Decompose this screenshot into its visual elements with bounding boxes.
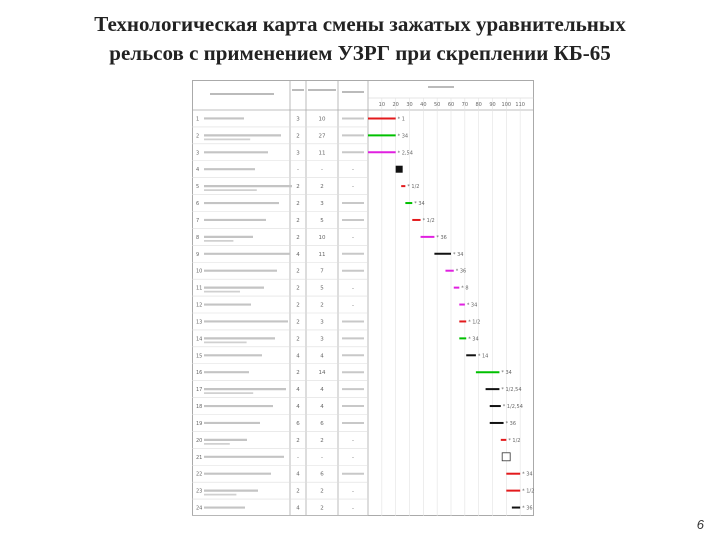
gantt-bar-label: * 1/2 <box>407 184 420 191</box>
gantt-bar-label: * 1/2,54 <box>502 404 523 411</box>
gantt-bar-label: * 34 <box>414 201 425 208</box>
workers-count: 4 <box>296 387 300 394</box>
gantt-bar-label: * 1/2,54 <box>501 387 522 394</box>
workers-count: 6 <box>296 420 300 427</box>
workers-count: 2 <box>296 217 300 224</box>
workers-count: 2 <box>296 437 300 444</box>
time-value: 10 <box>318 116 326 123</box>
tools-value: - <box>352 505 354 512</box>
workers-count: 4 <box>296 251 300 258</box>
workers-count: 2 <box>296 370 300 377</box>
operation-number: 13 <box>196 319 203 326</box>
workers-count: 2 <box>296 285 300 292</box>
time-value: 4 <box>320 404 324 411</box>
workers-count: 2 <box>296 201 300 208</box>
title-line-2: рельсов с применением УЗРГ при скреплении КБ-65 <box>109 41 611 65</box>
time-tick-label: 80 <box>475 102 482 108</box>
time-tick-label: 50 <box>433 102 441 108</box>
time-value: 7 <box>320 268 324 275</box>
operation-number: 11 <box>196 285 203 292</box>
operation-number: 21 <box>196 454 203 461</box>
operation-number: 5 <box>196 184 200 191</box>
time-tick-label: 40 <box>420 102 427 108</box>
time-value: 2 <box>320 184 324 191</box>
workers-count: 2 <box>296 184 300 191</box>
gantt-box-marker <box>396 166 403 173</box>
gantt-bar-label: * 36 <box>436 234 447 241</box>
workers-count: 3 <box>296 150 300 157</box>
gantt-box-marker <box>502 453 510 461</box>
gantt-bar-label: * 36 <box>522 505 533 512</box>
time-tick-label: 10 <box>378 102 386 108</box>
time-value: 27 <box>318 133 326 140</box>
gantt-bar-label: * 1/2 <box>522 488 534 495</box>
operation-number: 10 <box>196 268 203 275</box>
time-tick-label: 20 <box>392 102 399 108</box>
operation-number: 4 <box>196 167 200 174</box>
gantt-bar-label: * 34 <box>397 133 409 140</box>
operation-number: 20 <box>196 437 203 444</box>
workers-count: 2 <box>296 234 300 241</box>
time-value: 3 <box>320 319 324 326</box>
workers-count: 2 <box>296 319 300 326</box>
time-tick-label: 60 <box>447 102 455 108</box>
gantt-bar-label: * 14 <box>477 353 489 360</box>
operation-number: 19 <box>196 420 203 427</box>
operation-number: 22 <box>196 471 203 478</box>
time-value: - <box>321 167 323 174</box>
tools-value: - <box>352 454 354 461</box>
time-value: 6 <box>320 420 324 427</box>
time-tick-label: 30 <box>406 102 413 108</box>
gantt-bar-label: * 1 <box>397 116 405 123</box>
table-frame <box>193 81 534 516</box>
gantt-bar-label: * 34 <box>466 302 478 309</box>
tools-value: - <box>352 488 354 495</box>
workers-count: 2 <box>296 336 300 343</box>
time-value: 14 <box>318 370 326 377</box>
workers-count: 4 <box>296 505 300 512</box>
gantt-bar-label: * 1/2 <box>422 217 435 224</box>
operation-number: 6 <box>196 201 200 208</box>
operation-number: 2 <box>196 133 200 140</box>
gantt-bar-label: * 34 <box>453 251 464 258</box>
time-value: 4 <box>320 353 324 360</box>
time-value: 5 <box>320 285 324 292</box>
workers-count: 4 <box>296 471 300 478</box>
operation-number: 3 <box>196 150 200 157</box>
operation-number: 14 <box>196 336 203 343</box>
operation-number: 18 <box>196 404 203 411</box>
workers-count: 3 <box>296 116 300 123</box>
time-value: 3 <box>320 201 324 208</box>
gantt-bar-label: * 34 <box>501 370 512 377</box>
gantt-bar-label: * 1/2 <box>508 437 521 444</box>
gantt-bar-label: * 1/2 <box>468 319 481 326</box>
time-value: 2 <box>320 505 324 512</box>
gantt-bar-label: * 34 <box>468 336 479 343</box>
time-value: 2 <box>320 437 324 444</box>
operation-number: 23 <box>196 488 203 495</box>
tools-value: - <box>352 184 354 191</box>
time-value: 4 <box>320 387 324 394</box>
time-value: 5 <box>320 217 324 224</box>
gantt-bar-label: * 36 <box>505 420 517 427</box>
operation-number: 17 <box>196 387 203 394</box>
gantt-bar-label: * 8 <box>461 285 469 292</box>
time-value: 11 <box>318 150 326 157</box>
workers-count: 2 <box>296 268 300 275</box>
operation-number: 24 <box>196 505 203 512</box>
time-value: 11 <box>318 251 326 258</box>
operation-number: 1 <box>196 116 200 123</box>
tools-value: - <box>352 234 354 241</box>
page-title <box>0 10 720 68</box>
time-tick-label: 110 <box>515 102 525 108</box>
process-chart <box>192 80 534 516</box>
time-value: - <box>321 454 323 461</box>
tools-value: - <box>352 167 354 174</box>
workers-count: 2 <box>296 488 300 495</box>
operation-number: 15 <box>196 353 203 360</box>
time-tick-label: 70 <box>461 102 469 108</box>
title-line-1: Технологическая карта смены зажатых уравнительных <box>94 12 626 36</box>
time-value: 2 <box>320 302 324 309</box>
time-tick-label: 90 <box>489 102 496 108</box>
operation-number: 7 <box>196 217 200 224</box>
workers-count: 4 <box>296 404 300 411</box>
gantt-bar-label: * 2,54 <box>397 150 413 157</box>
operation-number: 9 <box>196 251 200 258</box>
page-number: 6 <box>696 517 704 532</box>
operation-number: 16 <box>196 370 203 377</box>
tools-value: - <box>352 302 354 309</box>
time-value: 3 <box>320 336 324 343</box>
operation-number: 12 <box>196 302 203 309</box>
workers-count: - <box>297 454 299 461</box>
tools-value: - <box>352 285 354 292</box>
tools-value: - <box>352 437 354 444</box>
time-tick-label: 100 <box>501 102 512 108</box>
time-value: 6 <box>320 471 324 478</box>
gantt-bar-label: * 36 <box>455 268 467 275</box>
workers-count: 2 <box>296 302 300 309</box>
workers-count: - <box>297 167 299 174</box>
gantt-bar-label: * 34 <box>522 471 533 478</box>
time-value: 10 <box>318 234 326 241</box>
operation-number: 8 <box>196 234 200 241</box>
time-value: 2 <box>320 488 324 495</box>
workers-count: 4 <box>296 353 300 360</box>
workers-count: 2 <box>296 133 300 140</box>
